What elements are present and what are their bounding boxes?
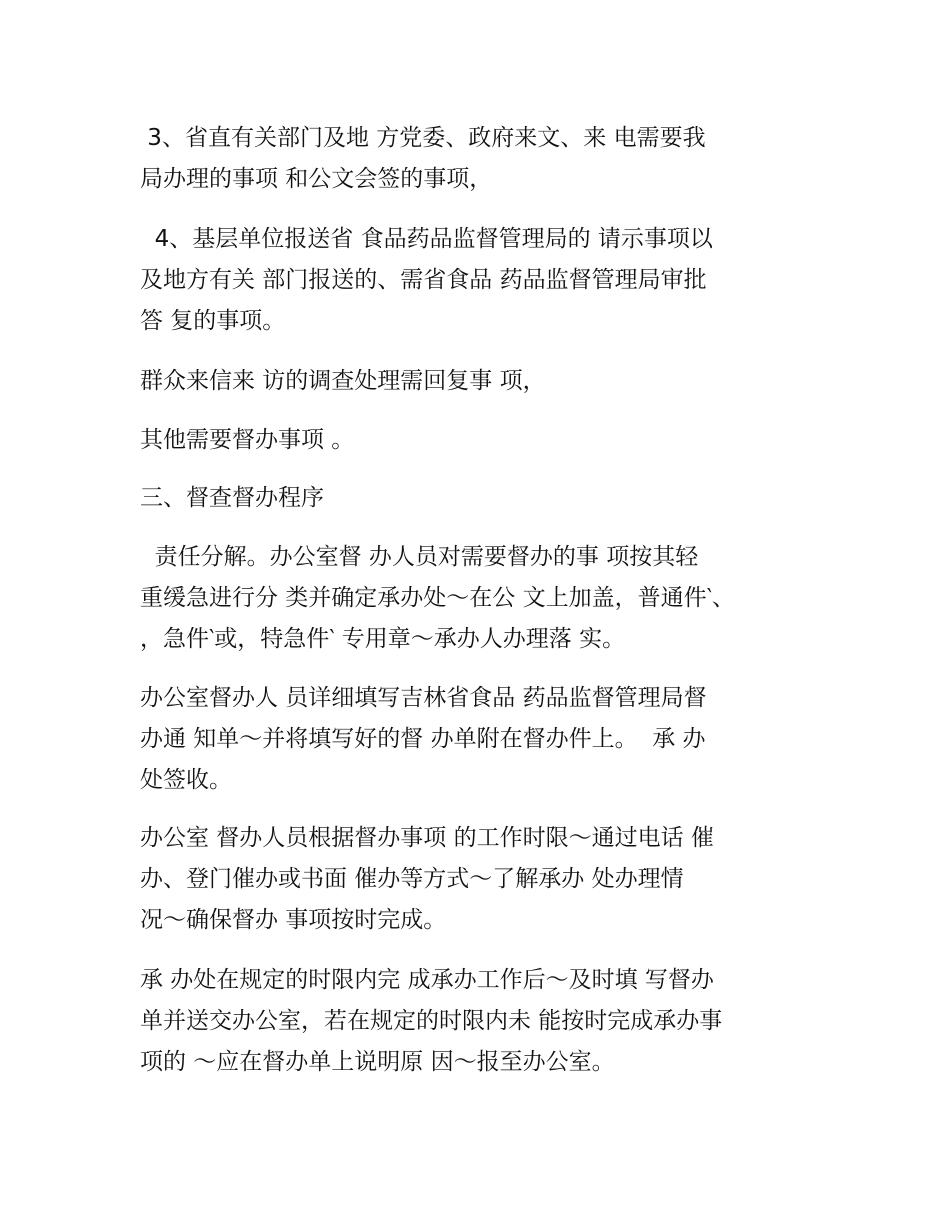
text-line: 处签收。 — [140, 767, 232, 793]
text-line: 办、登门催办或书面 催办等方式～了解承办 处办理情 — [140, 866, 684, 892]
text-line: 及地方有关 部门报送的、需省食品 药品监督管理局审批 — [140, 267, 707, 293]
text-line: 3、省直有关部门及地 方党委、政府来文、来 电需要我 — [140, 125, 706, 151]
text-line: 重缓急进行分 类并确定承办处～在公 文上加盖，普通件‵、 — [140, 585, 735, 611]
text-line: 办通 知单～并将填写好的督 办单附在督办件上。 承 办 — [140, 726, 706, 752]
text-line: 责任分解。办公室督 办人员对需要督办的事 项按其轻 — [140, 544, 699, 570]
text-line: 况～确保督办 事项按时完成。 — [140, 907, 447, 933]
text-line: 承 办处在规定的时限内完 成承办工作后～及时填 写督办 — [140, 967, 714, 993]
text-line: 群众来信来 访的调查处理需回复事 项， — [140, 368, 546, 394]
text-line: 局办理的事项 和公文会签的事项， — [140, 166, 493, 192]
text-line: 办公室督办人 员详细填写吉林省食品 药品监督管理局督 — [140, 685, 707, 711]
text-line: 4、基层单位报送省 食品药品监督管理局的 请示事项以 — [140, 226, 713, 252]
text-line: 办公室 督办人员根据督办事项 的工作时限～通过电话 催 — [140, 825, 714, 851]
text-line: 其他需要督办事项 。 — [140, 427, 355, 453]
text-line: ，急件‵或，特急件‵ 专用章～承办人办理落 实。 — [140, 626, 626, 652]
text-line: 单并送交办公室，若在规定的时限内未 能按时完成承办事 — [140, 1008, 723, 1034]
text-line: 项的 ～应在督办单上说明原 因～报至办公室。 — [140, 1049, 615, 1075]
text-line: 答 复的事项。 — [140, 308, 286, 334]
section-heading: 三、督查督办程序 — [140, 485, 324, 511]
